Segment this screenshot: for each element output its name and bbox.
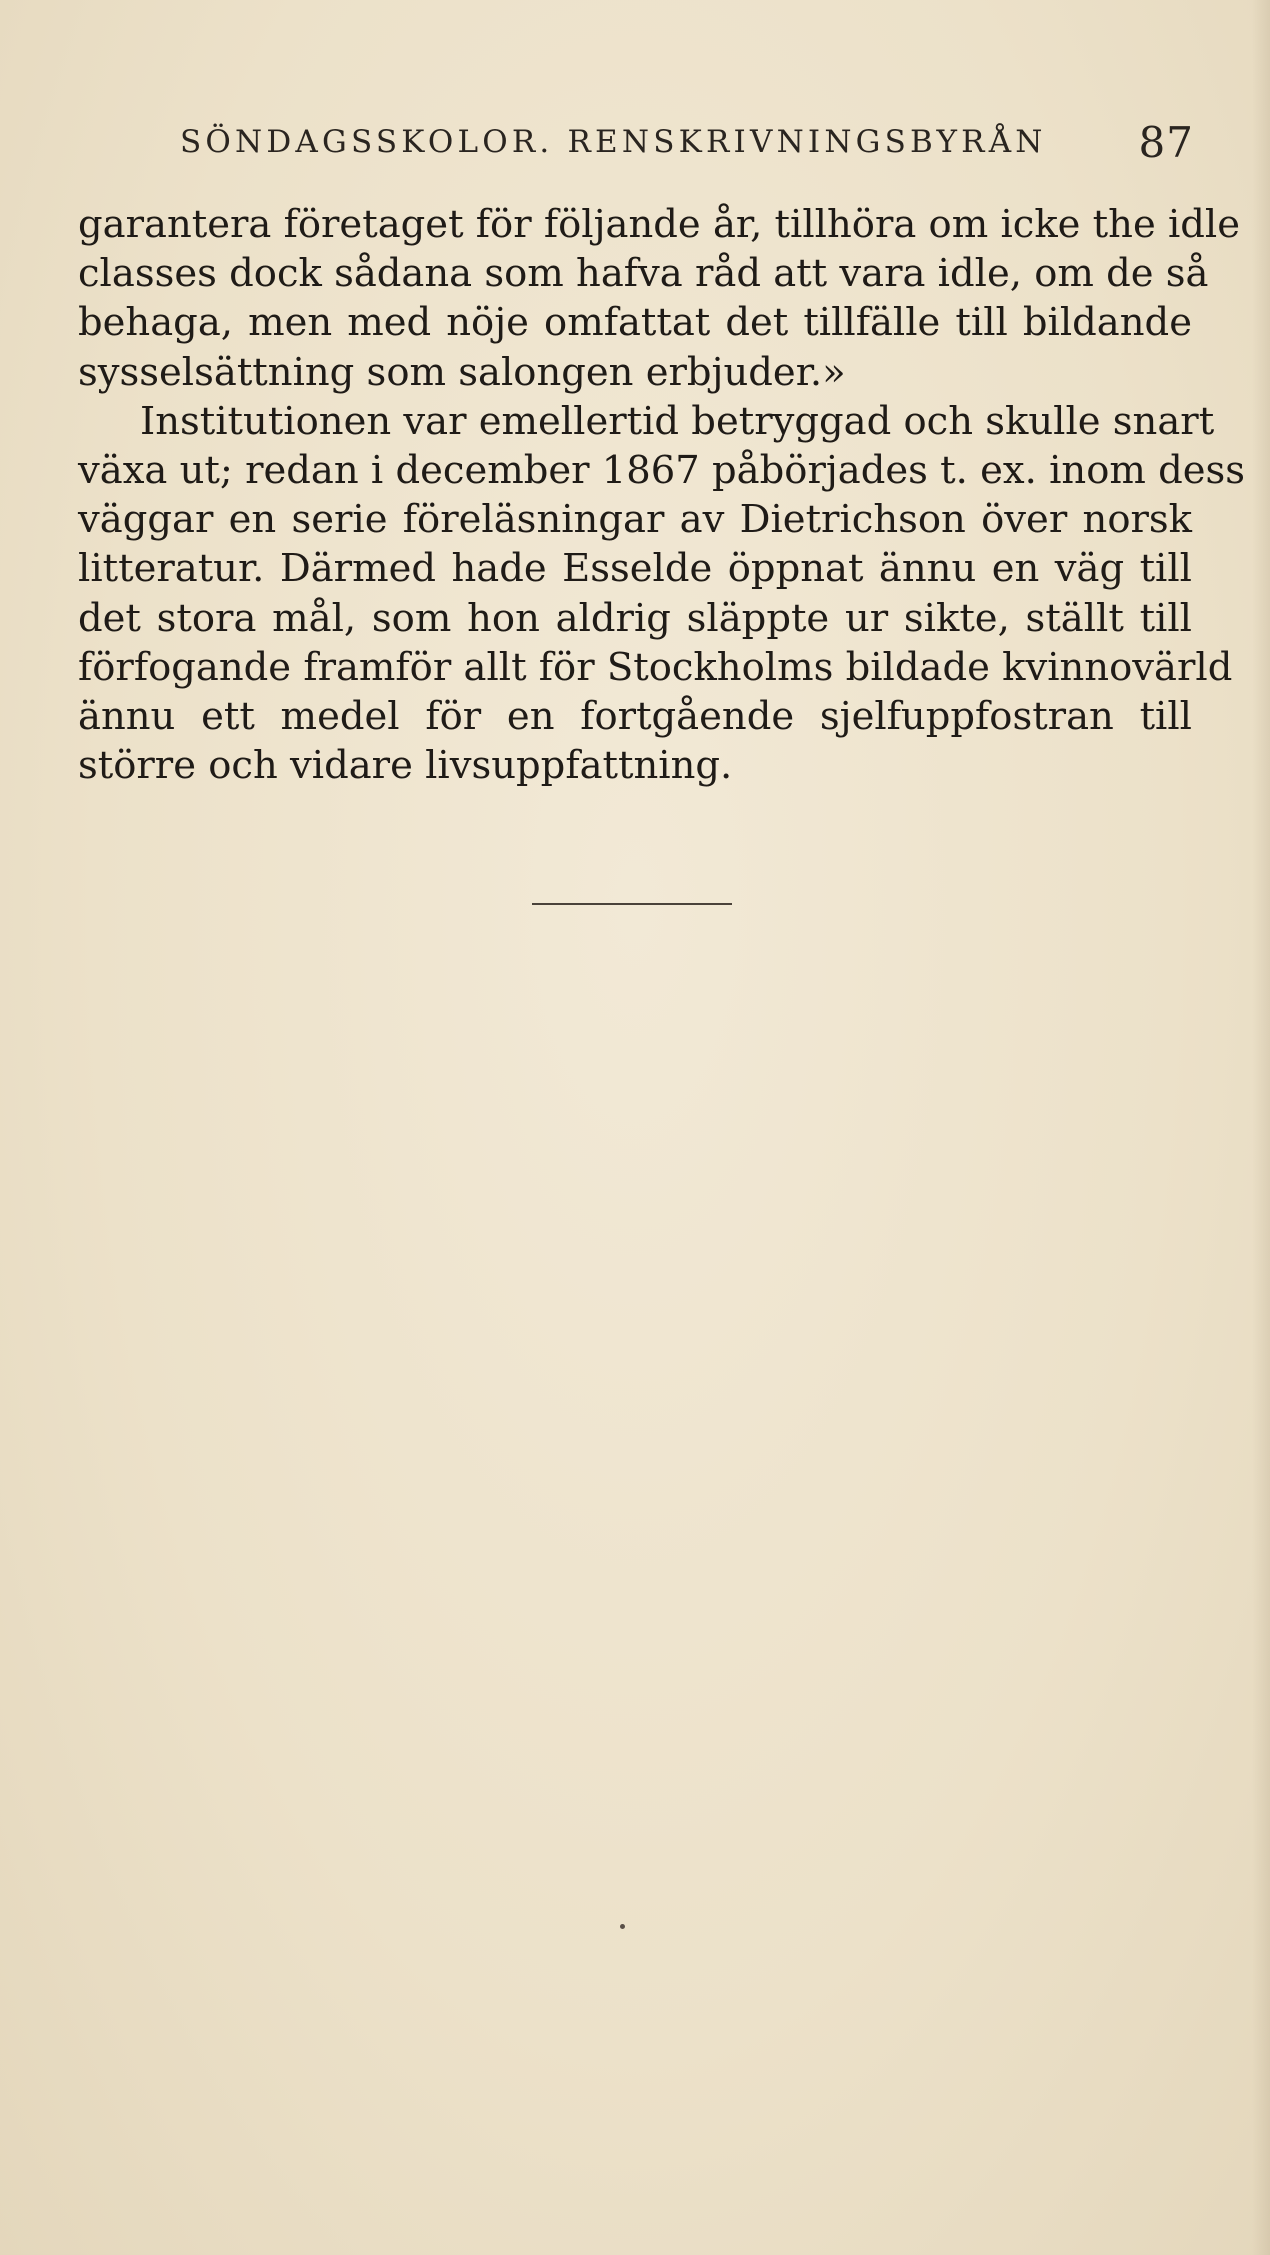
- running-head: [150, 118, 1194, 168]
- paper-speck: [620, 1924, 625, 1929]
- text-line: behaga, men med nöje omfattat det tillfälle till bildande: [78, 300, 1192, 346]
- section-end-rule: [532, 903, 732, 905]
- text-line: större och vidare livsuppfattning.: [78, 743, 733, 789]
- text-line: väggar en serie föreläsningar av Dietrichson över norsk: [78, 497, 1192, 543]
- text-line: litteratur. Därmed hade Esselde öppnat ännu en väg till: [78, 546, 1192, 592]
- text-line: Institutionen var emellertid betryggad och skulle snart: [140, 398, 1215, 444]
- page-number: 87: [1138, 118, 1194, 167]
- page-edge-shadow: [1252, 0, 1270, 2255]
- text-line: det stora mål, som hon aldrig släppte ur sikte, ställt till: [78, 595, 1192, 641]
- text-line: växa ut; redan i december 1867 påbörjades t. ex. inom dess: [78, 447, 1246, 493]
- text-line: classes dock sådana som hafva råd att vara idle, om de så: [78, 251, 1209, 297]
- text-line: ännu ett medel för en fortgående sjelfuppfostran till: [78, 693, 1192, 739]
- running-title: SÖNDAGSSKOLOR. RENSKRIVNINGSBYRÅN: [180, 124, 1047, 160]
- body-text: [78, 200, 1246, 790]
- text-line: förfogande framför allt för Stockholms bildade kvinnovärld: [78, 644, 1233, 690]
- text-line: sysselsättning som salongen erbjuder.»: [78, 349, 846, 395]
- text-line: garantera företaget för följande år, tillhöra om icke the idle: [78, 202, 1241, 247]
